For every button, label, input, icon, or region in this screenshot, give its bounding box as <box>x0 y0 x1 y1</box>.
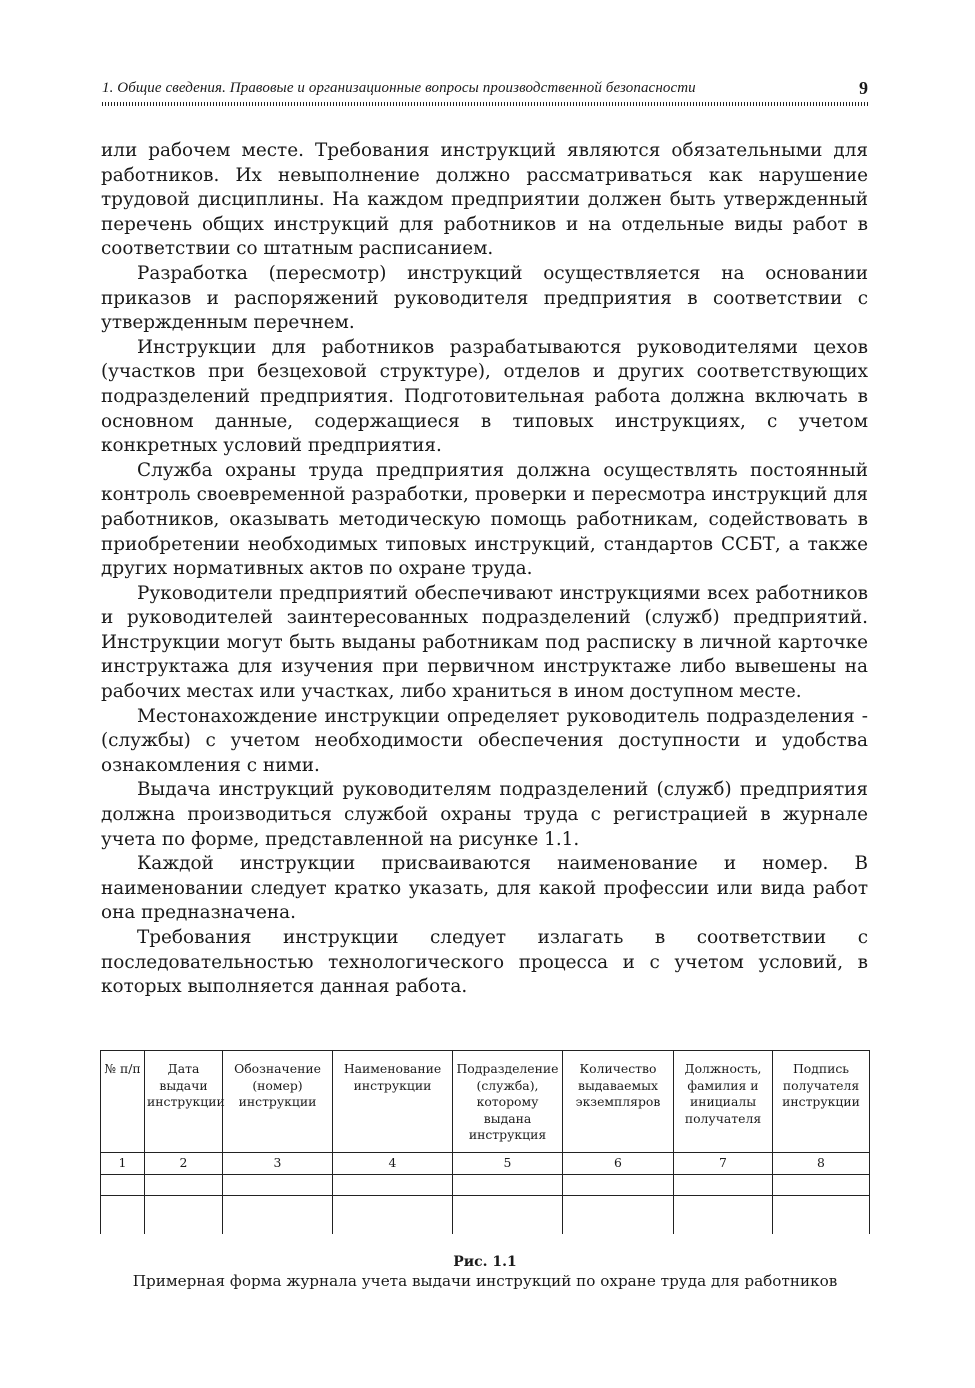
figure-caption <box>100 1253 870 1291</box>
empty-cell <box>453 1196 563 1235</box>
column-number: 2 <box>145 1153 223 1175</box>
paragraph: Инструкции для работников разрабатываются руководителями цехов (участков при безцеховой структуре), отделов и других соответствующих подразделений предприятия. Подготовительная работа должна включать в основном данные, содержащиеся в типовых инструкциях, с учетом конкретных условий предприятия. <box>101 336 868 457</box>
empty-cell <box>563 1196 674 1235</box>
empty-cell <box>773 1196 870 1235</box>
paragraph: Каждой инструкции присваиваются наименование и номер. В наименовании следует кратко указать, для какой профессии или вида работ она предназначена. <box>101 853 868 924</box>
body-text <box>101 139 868 1000</box>
header-cell: Количество выдаваемых экземпляров <box>563 1051 674 1153</box>
empty-cell <box>145 1196 223 1235</box>
header-cell: Подразделение (служба), которому выдана инструкция <box>453 1051 563 1153</box>
paragraph: Требования инструкции следует излагать в соответствии с последовательностью технологического процесса и с учетом условий, в которых выполняется данная работа. <box>101 927 868 998</box>
empty-cell <box>333 1196 453 1235</box>
column-number: 5 <box>453 1153 563 1175</box>
paragraph: Разработка (пересмотр) инструкций осуществляется на основании приказов и распоряжений руководителя предприятия в соответствии с утвержденным перечнем. <box>101 262 868 334</box>
column-number: 4 <box>333 1153 453 1175</box>
column-number: 6 <box>563 1153 674 1175</box>
empty-cell <box>145 1175 223 1196</box>
column-number: 1 <box>101 1153 145 1175</box>
column-number: 7 <box>674 1153 773 1175</box>
header-title: 1. Общие сведения. Правовые и организационные вопросы производственной безопасности <box>102 80 696 96</box>
empty-cell <box>453 1175 563 1196</box>
header-cell: Подпись получателя инструкции <box>773 1051 870 1153</box>
table-header-row <box>101 1051 870 1153</box>
empty-cell <box>773 1175 870 1196</box>
empty-cell <box>563 1175 674 1196</box>
header-cell: № п/п <box>101 1051 145 1153</box>
empty-cell <box>674 1196 773 1235</box>
column-number-row <box>101 1153 870 1175</box>
header-cell: Дата выдачи инструкции <box>145 1051 223 1153</box>
header-cell: Должность, фамилия и инициалы получателя <box>674 1051 773 1153</box>
figure-caption-text: Примерная форма журнала учета выдачи инструкций по охране труда для работников <box>132 1272 838 1290</box>
empty-cell <box>223 1175 333 1196</box>
paragraph: Служба охраны труда предприятия должна осуществлять постоянный контроль своевременной разработки, проверки и пересмотра инструкций для работников, оказывать методическую помощь работникам, содействовать в приобретении необходимых типовых инструкций, стандартов ССБТ, а также других нормативных актов по охране труда. <box>101 459 868 580</box>
page-number: 9 <box>859 78 868 98</box>
figure-label: Рис. 1.1 <box>453 1254 517 1270</box>
header-cell: Обозначение (номер) инструкции <box>223 1051 333 1153</box>
paragraph: Местонахождение инструкции определяет руководитель подразделения - (службы) с учетом необходимости обеспечения доступности и удобства ознакомления с ними. <box>101 705 868 776</box>
column-number: 8 <box>773 1153 870 1175</box>
paragraph: Выдача инструкций руководителям подразделений (служб) предприятия должна производиться службой охраны труда с регистрацией в журнале учета по форме, представленной на рисунке 1.1. <box>101 779 868 850</box>
header-rule <box>102 102 868 106</box>
empty-cell <box>101 1175 145 1196</box>
empty-cell <box>674 1175 773 1196</box>
empty-cell <box>223 1196 333 1235</box>
journal-form-table <box>100 1050 870 1234</box>
table-row-empty <box>101 1175 870 1196</box>
table-row-empty <box>101 1196 870 1235</box>
running-header <box>102 78 868 106</box>
column-number: 3 <box>223 1153 333 1175</box>
empty-cell <box>101 1196 145 1235</box>
paragraph: или рабочем месте. Требования инструкций являются обязательными для работников. Их невыполнение должно рассматриваться как нарушение трудовой дисциплины. На каждом предприятии должен быть утвержденный перечень общих инструкций для работников и на отдельные виды работ в соответствии со штатным расписанием. <box>101 140 868 260</box>
header-cell: Наименование инструкции <box>333 1051 453 1153</box>
empty-cell <box>333 1175 453 1196</box>
paragraph: Руководители предприятий обеспечивают инструкциями всех работников и руководителей заинтересованных подразделений (служб) предприятий. Инструкции могут быть выданы работникам под расписку в личной карточке инструктажа для изучения при первичном инструктаже либо вывешены на рабочих местах или участках, либо храниться в ином доступном месте. <box>101 582 868 703</box>
